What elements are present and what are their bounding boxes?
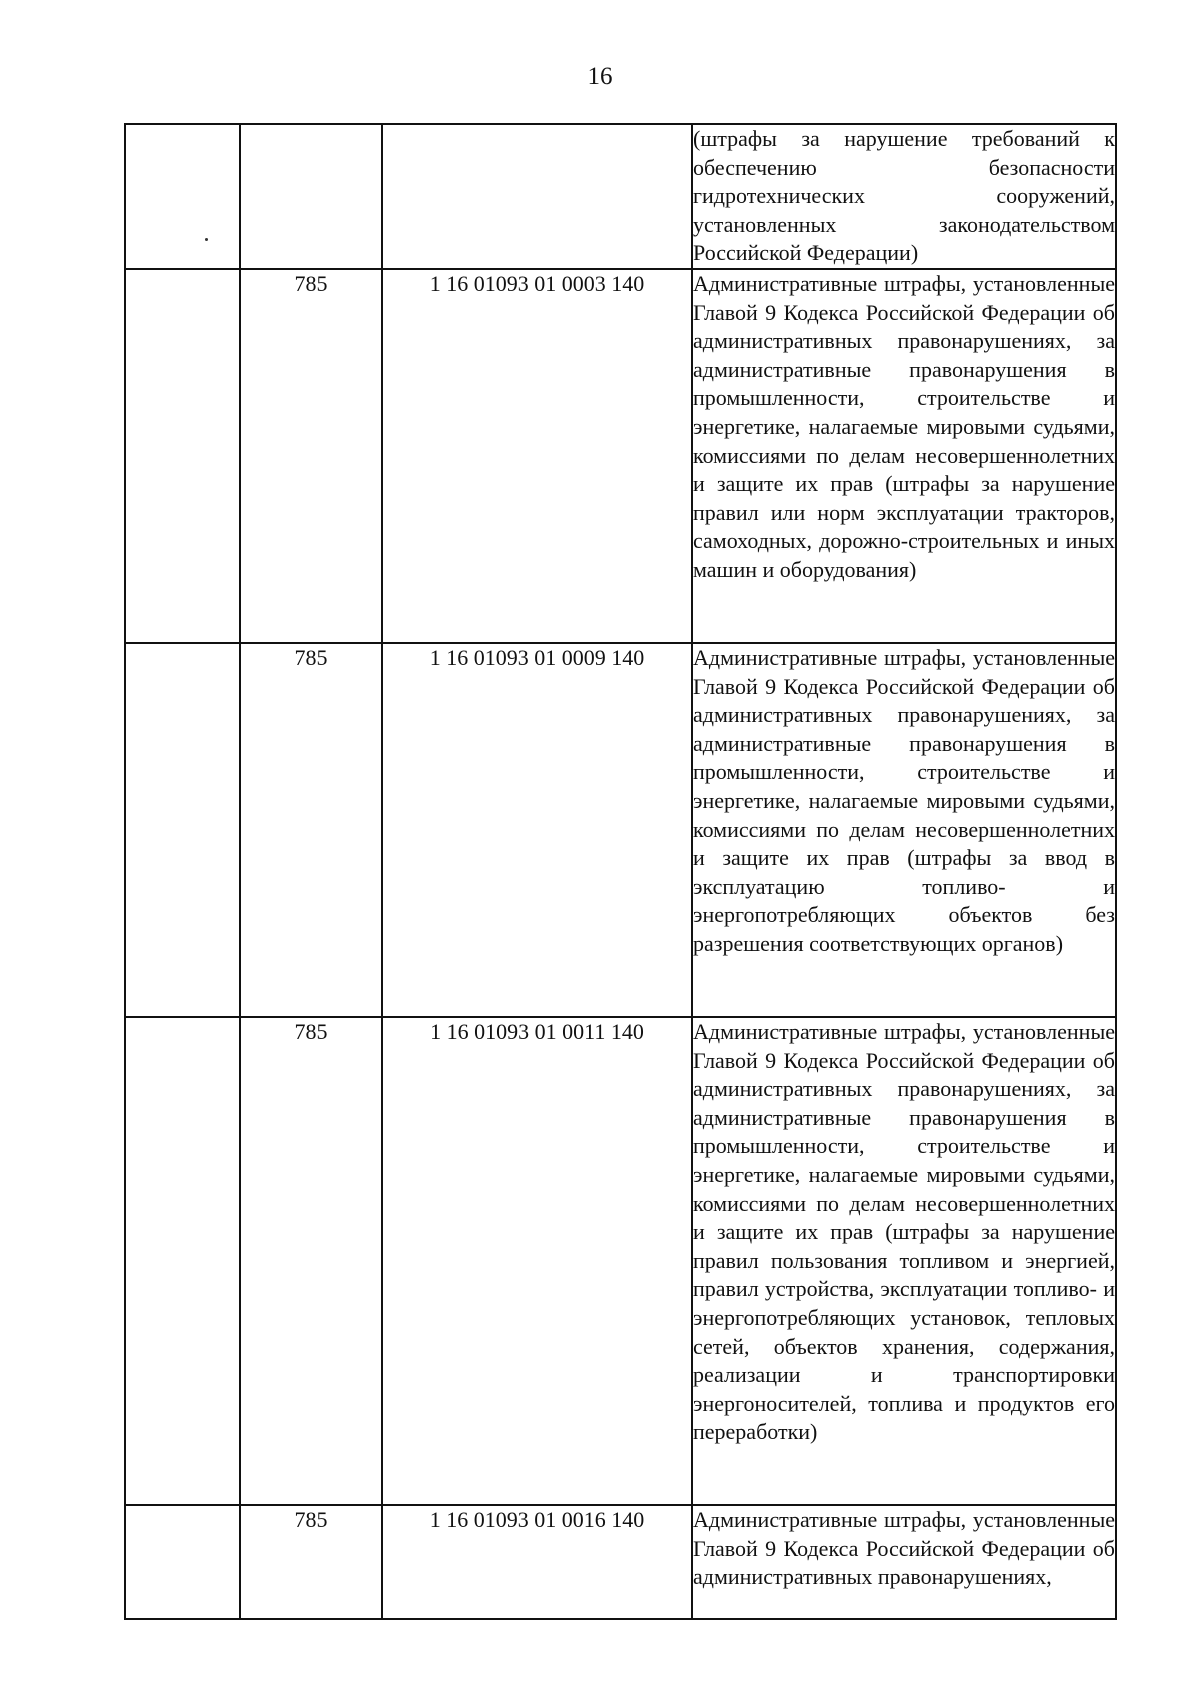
budget-classification-code-cell: 1 16 01093 01 0003 140 <box>382 269 692 643</box>
table-row <box>125 124 1116 269</box>
administrator-code-cell: 785 <box>240 1505 382 1619</box>
table-row <box>125 269 1116 643</box>
empty-cell <box>125 643 240 1017</box>
page-number: 16 <box>587 63 613 90</box>
empty-cell <box>125 124 240 269</box>
empty-cell <box>125 269 240 643</box>
table-row <box>125 643 1116 1017</box>
revenue-description-cell: (штрафы за нарушение требований к обеспечению безопасности гидротехнических сооружений, установленных законодательством Российской Федерации) <box>692 124 1116 269</box>
administrator-code-cell: 785 <box>240 269 382 643</box>
administrator-code-cell <box>240 124 382 269</box>
empty-cell <box>125 1017 240 1505</box>
budget-classification-code-cell <box>382 124 692 269</box>
administrator-code-cell: 785 <box>240 1017 382 1505</box>
budget-classification-code-cell: 1 16 01093 01 0011 140 <box>382 1017 692 1505</box>
budget-classification-code-cell: 1 16 01093 01 0016 140 <box>382 1505 692 1619</box>
revenue-description-cell: Административные штрафы, установленные Главой 9 Кодекса Российской Федерации об административных правонарушениях, за административные правонарушения в промышленности, строительстве и энергетике, налагаемые мировыми судьями, комиссиями по делам несовершеннолетних и защите их прав (штрафы за ввод в эксплуатацию топливо- и энергопотребляющих объектов без разрешения соответствующих органов) <box>692 643 1116 1017</box>
revenue-description-cell: Административные штрафы, установленные Главой 9 Кодекса Российской Федерации об административных правонарушениях, за административные правонарушения в промышленности, строительстве и энергетике, налагаемые мировыми судьями, комиссиями по делам несовершеннолетних и защите их прав (штрафы за нарушение правил или норм эксплуатации тракторов, самоходных, дорожно-строительных и иных машин и оборудования) <box>692 269 1116 643</box>
budget-codes-table <box>124 123 1117 1620</box>
budget-classification-code-cell: 1 16 01093 01 0009 140 <box>382 643 692 1017</box>
table-row <box>125 1505 1116 1619</box>
table-row <box>125 1017 1116 1505</box>
revenue-description-cell: Административные штрафы, установленные Главой 9 Кодекса Российской Федерации об административных правонарушениях, за административные правонарушения в промышленности, строительстве и энергетике, налагаемые мировыми судьями, комиссиями по делам несовершеннолетних и защите их прав (штрафы за нарушение правил пользования топливом и энергией, правил устройства, эксплуатации топливо- и энергопотребляющих установок, тепловых сетей, объектов хранения, содержания, реализации и транспортировки энергоносителей, топлива и продуктов его переработки) <box>692 1017 1116 1505</box>
administrator-code-cell: 785 <box>240 643 382 1017</box>
revenue-description-cell: Административные штрафы, установленные Главой 9 Кодекса Российской Федерации об административных правонарушениях, <box>692 1505 1116 1619</box>
empty-cell <box>125 1505 240 1619</box>
